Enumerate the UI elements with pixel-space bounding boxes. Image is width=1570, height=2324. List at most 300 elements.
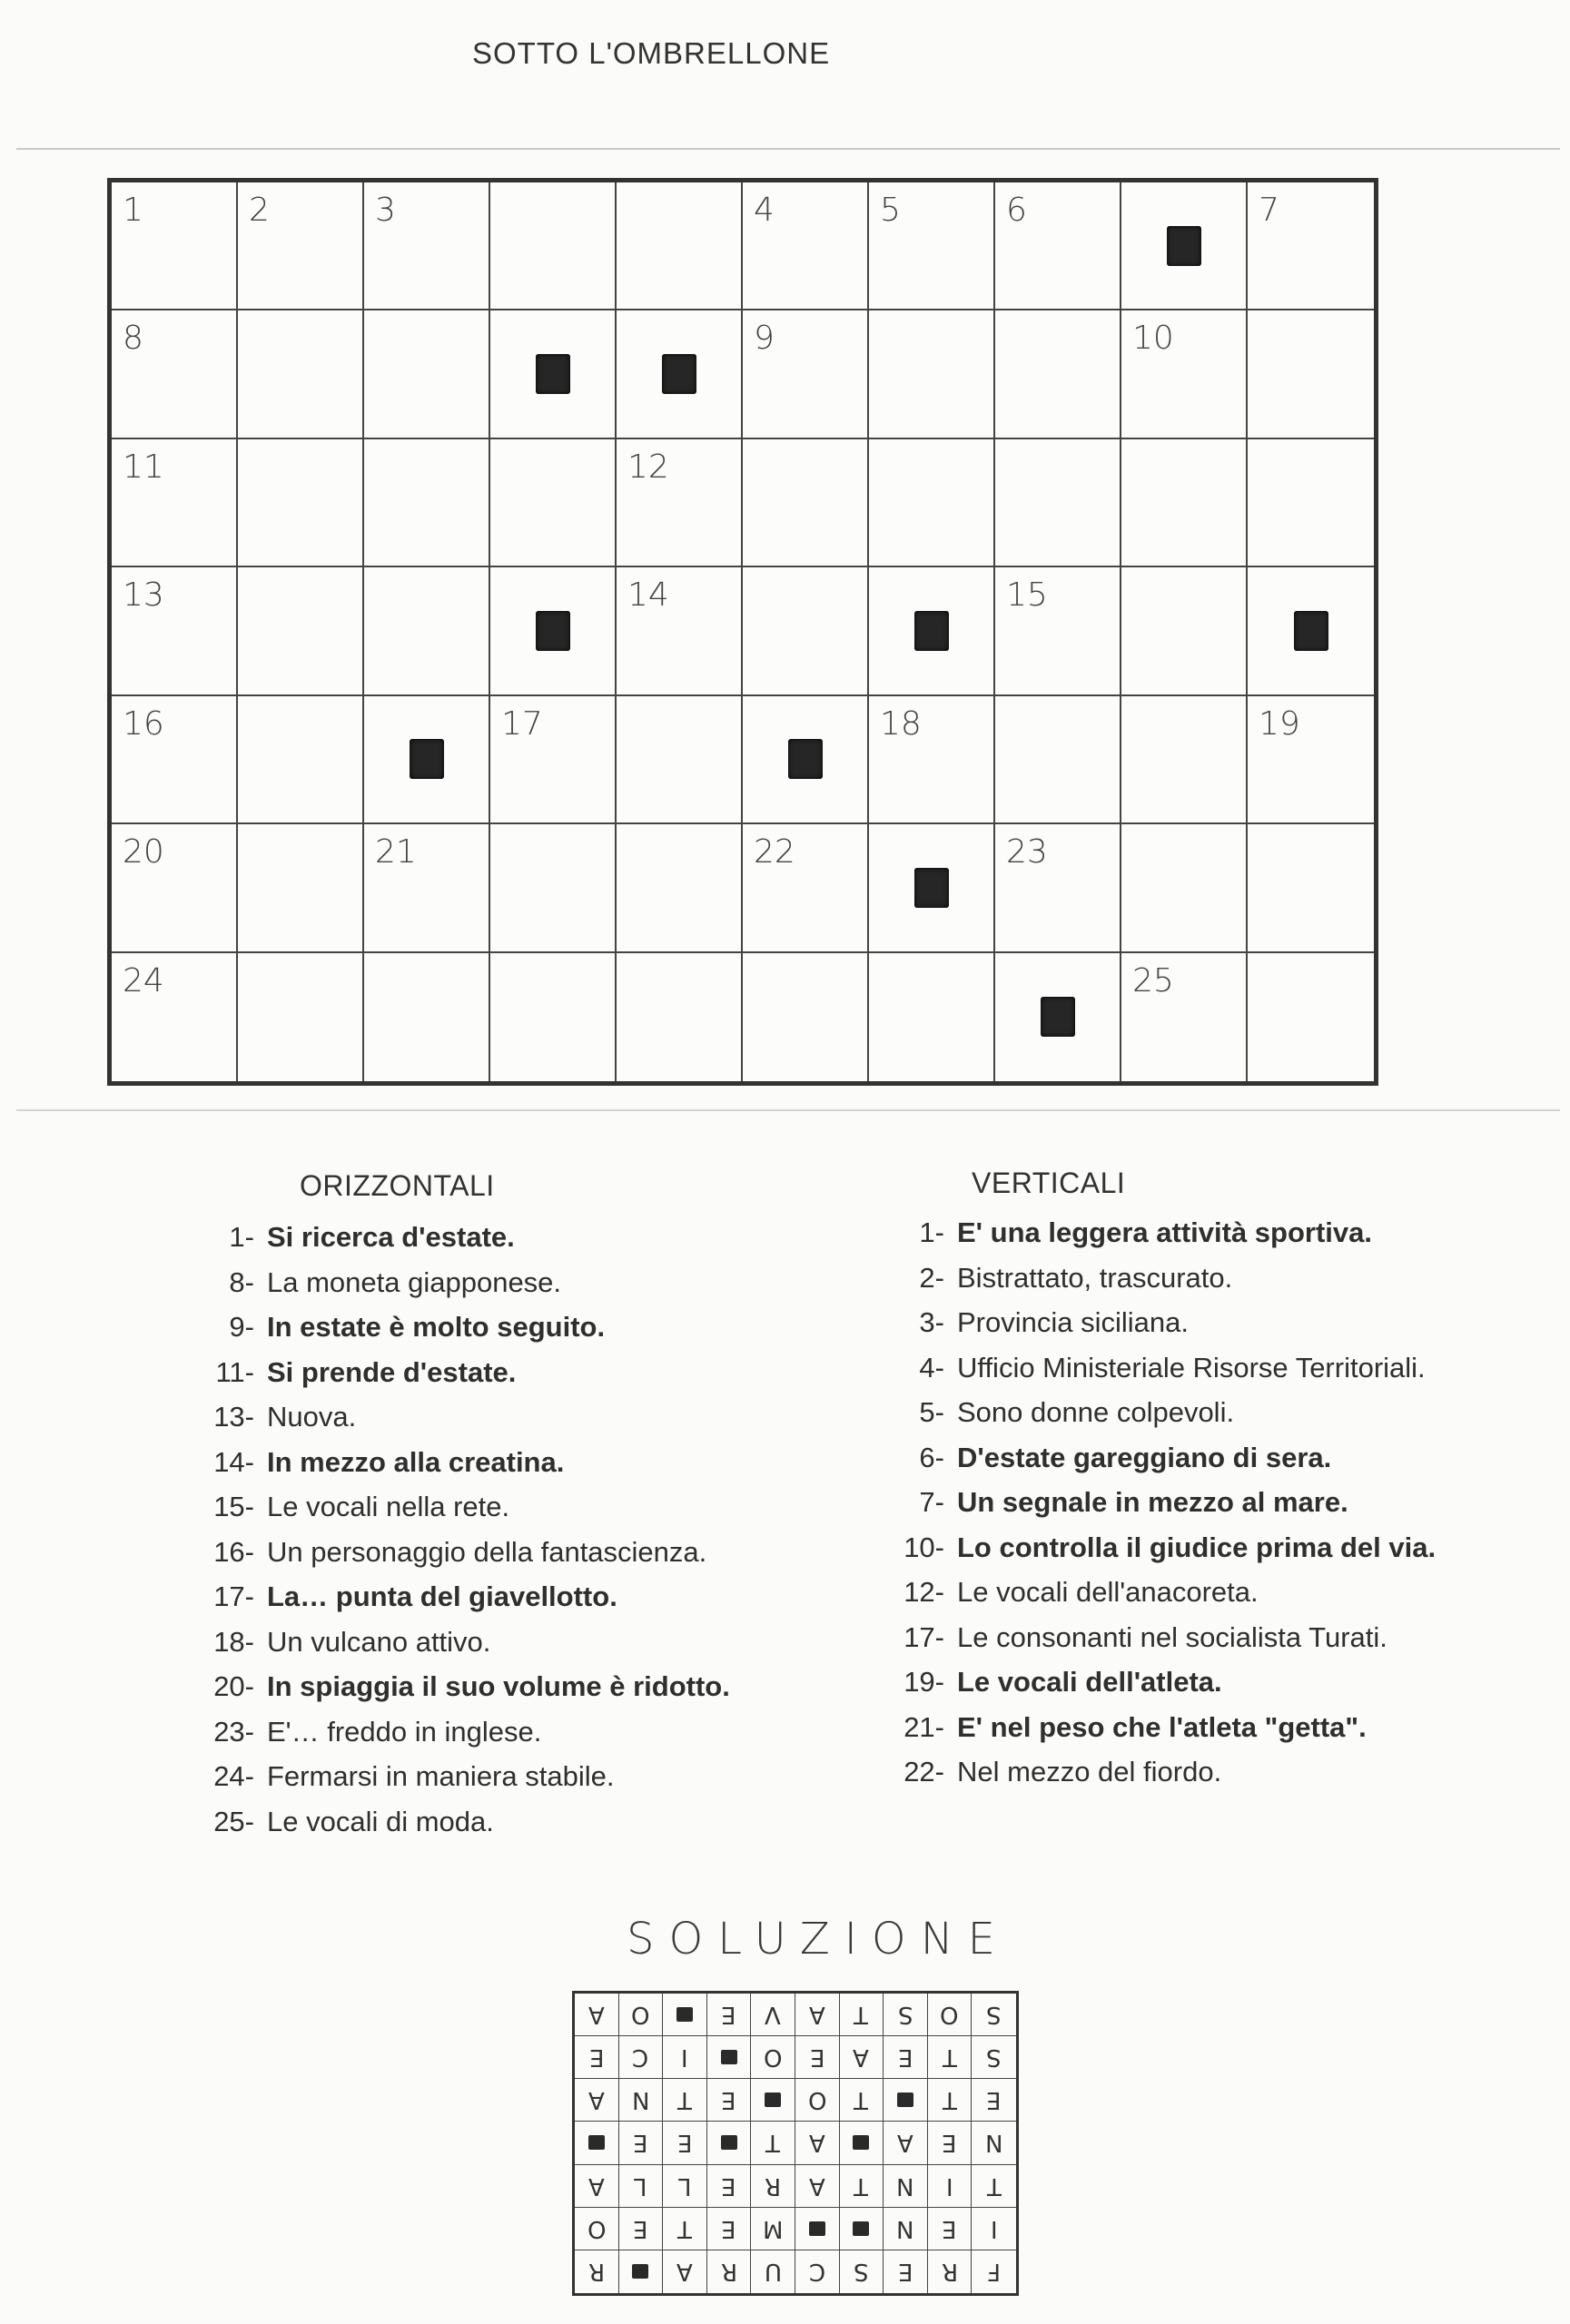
crossword-cell xyxy=(617,567,743,695)
clue-text: E'… freddo in inglese. xyxy=(267,1715,542,1748)
crossword-cell xyxy=(112,310,238,438)
solution-letter: A xyxy=(588,2086,605,2114)
solution-letter: A xyxy=(808,2129,825,2157)
crossword-cell xyxy=(1121,824,1248,952)
solution-letter: E xyxy=(633,2129,648,2157)
solution-cell xyxy=(575,2250,619,2293)
solution-letter: E xyxy=(588,2043,605,2072)
solution-letter: U xyxy=(764,2258,782,2286)
cell-number: 11 xyxy=(123,448,164,486)
clue-text: Si prende d'estate. xyxy=(267,1355,517,1388)
clue-text: In mezzo alla creatina. xyxy=(267,1445,565,1478)
verticali-clue xyxy=(863,1480,1553,1525)
solution-black-square xyxy=(765,2093,781,2107)
solution-cell xyxy=(663,2122,707,2164)
solution-cell xyxy=(751,2165,795,2208)
solution-letter: A xyxy=(853,2043,870,2072)
crossword-cell xyxy=(1121,310,1248,438)
verticali-clue xyxy=(863,1525,1553,1571)
solution-letter: S xyxy=(854,2258,869,2286)
cell-number: 9 xyxy=(754,320,775,358)
crossword-cell xyxy=(1121,439,1248,567)
clue-text: Bistrattato, trascurato. xyxy=(957,1261,1233,1294)
black-square xyxy=(914,611,949,651)
solution-letter: E xyxy=(897,2258,913,2286)
crossword-cell xyxy=(995,824,1121,952)
solution-letter: A xyxy=(808,2001,825,2029)
solution-letter: N xyxy=(896,2171,914,2200)
clue-text: Le vocali di moda. xyxy=(267,1805,494,1837)
crossword-cell xyxy=(238,310,364,438)
crossword-cell xyxy=(995,696,1121,824)
orizzontali-clue xyxy=(173,1530,863,1575)
solution-cell xyxy=(884,2122,928,2164)
solution-letter: A xyxy=(588,2001,605,2029)
solution-letter: M xyxy=(762,2214,784,2242)
clue-number: 13- xyxy=(213,1401,254,1433)
verticali-clue xyxy=(863,1615,1553,1660)
crossword-cell xyxy=(364,953,490,1081)
verticali-clue-list xyxy=(863,1210,1553,1795)
crossword-cell xyxy=(743,824,869,952)
orizzontali-clue xyxy=(173,1574,863,1620)
crossword-cell xyxy=(1248,824,1374,952)
black-square xyxy=(1294,611,1328,651)
crossword-cell xyxy=(238,182,364,310)
solution-black-square xyxy=(897,2093,913,2107)
solution-cell xyxy=(840,2079,884,2122)
solution-letter: E xyxy=(721,2171,736,2200)
solution-cell xyxy=(972,2250,1016,2293)
solution-letter: O xyxy=(807,2086,827,2114)
orizzontali-heading: ORIZZONTALI xyxy=(300,1169,495,1202)
solution-cell xyxy=(840,2036,884,2079)
clue-text: Provincia siciliana. xyxy=(957,1306,1189,1338)
clue-number: 6- xyxy=(919,1441,944,1473)
solution-cell xyxy=(707,2036,752,2079)
clue-number: 9- xyxy=(229,1311,254,1343)
cell-number: 16 xyxy=(123,704,164,743)
solution-letter: O xyxy=(940,2001,959,2029)
solution-black-square xyxy=(853,2221,869,2236)
cell-number: 17 xyxy=(501,704,543,743)
solution-cell xyxy=(751,2250,795,2293)
solution-cell xyxy=(619,1994,664,2036)
orizzontali-clue xyxy=(173,1484,863,1530)
orizzontali-clue xyxy=(173,1754,863,1799)
solution-cell xyxy=(707,2079,752,2122)
clue-text: Fermarsi in maniera stabile. xyxy=(267,1760,615,1792)
solution-cell xyxy=(884,2250,928,2293)
solution-cell xyxy=(663,2250,707,2293)
clue-number: 16- xyxy=(213,1535,254,1568)
solution-cell xyxy=(928,2250,973,2293)
cell-number: 15 xyxy=(1006,576,1048,615)
verticali-clue xyxy=(863,1435,1553,1481)
solution-cell xyxy=(795,2165,840,2208)
solution-cell xyxy=(707,2122,752,2164)
crossword-cell xyxy=(238,696,364,824)
black-square xyxy=(914,868,949,908)
crossword-cell xyxy=(869,567,995,695)
black-square xyxy=(410,739,444,779)
clue-number: 1- xyxy=(919,1216,944,1248)
solution-letter: T xyxy=(942,2086,957,2114)
solution-letter: T xyxy=(854,2001,869,2029)
crossword-cell xyxy=(364,182,490,310)
clue-number: 15- xyxy=(213,1491,254,1522)
solution-cell xyxy=(663,2079,707,2122)
crossword-cell xyxy=(617,953,743,1081)
solution-letter: T xyxy=(677,2086,692,2114)
solution-letter: L xyxy=(677,2171,692,2200)
solution-cell xyxy=(928,2208,973,2250)
clue-text: Le vocali dell'anacoreta. xyxy=(957,1576,1259,1608)
solution-black-square xyxy=(809,2221,825,2236)
solution-cell xyxy=(575,2079,619,2122)
solution-letter: A xyxy=(808,2171,825,2200)
solution-cell xyxy=(928,2165,973,2208)
solution-letter: L xyxy=(634,2171,647,2200)
solution-cell xyxy=(928,2122,973,2164)
solution-black-square xyxy=(721,2050,737,2064)
solution-letter: F xyxy=(987,2258,1002,2286)
crossword-cell xyxy=(490,439,617,567)
crossword-cell xyxy=(1248,182,1374,310)
crossword-cell xyxy=(112,824,238,952)
orizzontali-clue xyxy=(173,1350,863,1395)
orizzontali-clue xyxy=(173,1215,863,1260)
cell-number: 10 xyxy=(1132,320,1174,358)
crossword-cell xyxy=(364,310,490,438)
crossword-cell xyxy=(1248,310,1374,438)
cell-number: 24 xyxy=(123,961,164,1000)
solution-cell xyxy=(795,2208,840,2250)
solution-cell xyxy=(795,2250,840,2293)
solution-letter: R xyxy=(941,2258,958,2286)
top-divider xyxy=(16,148,1560,150)
clue-text: Un personaggio della fantascienza. xyxy=(267,1535,707,1568)
orizzontali-clue-list xyxy=(173,1215,863,1844)
solution-letter: E xyxy=(721,2001,736,2029)
clue-text: Un segnale in mezzo al mare. xyxy=(957,1486,1348,1518)
clue-number: 14- xyxy=(213,1445,254,1478)
cell-number: 5 xyxy=(880,192,901,229)
solution-cell xyxy=(663,1994,707,2036)
solution-letter: O xyxy=(631,2001,650,2029)
clue-text: La… punta del giavellotto. xyxy=(267,1581,617,1612)
clue-number: 22- xyxy=(903,1756,944,1787)
solution-cell xyxy=(840,2165,884,2208)
crossword-cell xyxy=(1121,953,1248,1081)
solution-cell xyxy=(972,2208,1016,2250)
clue-number: 5- xyxy=(919,1396,944,1428)
black-square xyxy=(662,354,696,394)
solution-cell xyxy=(619,2250,664,2293)
cell-number: 25 xyxy=(1132,961,1174,1000)
orizzontali-clue xyxy=(173,1664,863,1709)
crossword-cell xyxy=(869,310,995,438)
solution-cell xyxy=(795,1994,840,2036)
solution-cell xyxy=(884,1994,928,2036)
orizzontali-clue xyxy=(173,1305,863,1350)
clue-text: E' una leggera attività sportiva. xyxy=(957,1216,1373,1248)
cell-number: 20 xyxy=(123,833,164,872)
clue-number: 20- xyxy=(213,1670,254,1702)
solution-cell xyxy=(575,2036,619,2079)
verticali-clue xyxy=(863,1705,1553,1750)
crossword-cell xyxy=(869,182,995,310)
clue-text: Un vulcano attivo. xyxy=(267,1625,491,1658)
crossword-cell xyxy=(490,182,617,310)
solution-cell xyxy=(884,2036,928,2079)
solution-cell xyxy=(928,2079,973,2122)
cell-number: 7 xyxy=(1259,192,1279,229)
solution-letter: V xyxy=(765,2001,782,2029)
solution-cell xyxy=(840,1994,884,2036)
solution-cell xyxy=(751,1994,795,2036)
clue-number: 18- xyxy=(213,1625,254,1658)
page-title: SOTTO L'OMBRELLONE xyxy=(472,36,831,70)
crossword-cell xyxy=(1121,696,1248,824)
black-square xyxy=(536,611,570,651)
crossword-cell xyxy=(238,439,364,567)
crossword-grid xyxy=(107,178,1378,1086)
orizzontali-clue xyxy=(173,1620,863,1665)
cell-number: 3 xyxy=(375,192,396,229)
clue-number: 4- xyxy=(919,1351,944,1384)
crossword-cell xyxy=(490,953,617,1081)
verticali-clue xyxy=(863,1300,1553,1345)
crossword-cell xyxy=(112,439,238,567)
clue-number: 17- xyxy=(903,1620,944,1653)
cell-number: 23 xyxy=(1006,833,1048,872)
solution-cell xyxy=(972,2122,1016,2164)
solution-letter: E xyxy=(676,2129,693,2157)
solution-letter: O xyxy=(587,2214,607,2242)
solution-cell xyxy=(575,2122,619,2164)
solution-cell xyxy=(619,2036,664,2079)
solution-cell xyxy=(972,2036,1016,2079)
black-square xyxy=(1167,226,1201,266)
crossword-cell xyxy=(617,696,743,824)
clue-number: 24- xyxy=(213,1760,254,1792)
crossword-cell xyxy=(617,182,743,310)
solution-cell xyxy=(707,2165,752,2208)
clue-text: La moneta giapponese. xyxy=(267,1265,562,1298)
crossword-cell xyxy=(490,567,617,695)
solution-letter: A xyxy=(897,2129,913,2157)
crossword-cell xyxy=(743,182,869,310)
solution-cell xyxy=(751,2122,795,2164)
cell-number: 6 xyxy=(1006,192,1027,229)
crossword-cell xyxy=(364,567,490,695)
solution-letter: I xyxy=(945,2171,953,2200)
solution-letter: R xyxy=(765,2171,782,2200)
solution-cell xyxy=(751,2036,795,2079)
solution-cell xyxy=(751,2208,795,2250)
crossword-cell xyxy=(743,567,869,695)
clue-text: Le consonanti nel socialista Turati. xyxy=(957,1620,1387,1653)
orizzontali-clue xyxy=(173,1440,863,1485)
solution-cell xyxy=(928,1994,973,2036)
crossword-cell xyxy=(364,439,490,567)
crossword-cell xyxy=(869,439,995,567)
orizzontali-clue xyxy=(173,1709,863,1755)
solution-cell xyxy=(575,2165,619,2208)
clue-text: In estate è molto seguito. xyxy=(267,1311,606,1343)
crossword-cell xyxy=(617,824,743,952)
cell-number: 4 xyxy=(754,192,775,229)
solution-cell xyxy=(707,2250,752,2293)
crossword-cell xyxy=(1248,953,1374,1081)
cell-number: 1 xyxy=(123,192,143,229)
clue-number: 3- xyxy=(919,1306,944,1338)
clue-text: Si ricerca d'estate. xyxy=(267,1221,515,1253)
solution-letter: O xyxy=(763,2043,783,2072)
cell-number: 14 xyxy=(627,576,669,615)
crossword-cell xyxy=(112,696,238,824)
solution-cell xyxy=(972,1994,1016,2036)
solution-letter: S xyxy=(986,2043,1002,2072)
solution-cell xyxy=(795,2122,840,2164)
solution-letter: T xyxy=(942,2043,957,2072)
crossword-cell xyxy=(1248,439,1374,567)
solution-letter: T xyxy=(765,2129,781,2157)
solution-black-square xyxy=(588,2135,605,2150)
solution-cell xyxy=(619,2122,664,2164)
crossword-cell xyxy=(238,953,364,1081)
crossword-cell xyxy=(112,567,238,695)
solution-letter: E xyxy=(809,2043,824,2072)
solution-letter: E xyxy=(721,2086,736,2114)
solution-cell xyxy=(575,1994,619,2036)
solution-cell xyxy=(884,2208,928,2250)
clue-text: Nuova. xyxy=(267,1401,357,1433)
crossword-cell xyxy=(112,182,238,310)
clue-number: 17- xyxy=(213,1581,254,1612)
solution-letter: A xyxy=(676,2258,693,2286)
solution-cell xyxy=(840,2208,884,2250)
crossword-cell xyxy=(617,439,743,567)
crossword-cell xyxy=(364,824,490,952)
solution-cell xyxy=(751,2079,795,2122)
clue-text: Ufficio Ministeriale Risorse Territoriali. xyxy=(957,1351,1426,1384)
solution-letter: T xyxy=(854,2086,869,2114)
crossword-cell xyxy=(995,182,1121,310)
orizzontali-clue xyxy=(173,1394,863,1440)
verticali-clue xyxy=(863,1659,1553,1705)
black-square xyxy=(788,739,823,779)
solution-letter: R xyxy=(720,2258,737,2286)
clue-number: 7- xyxy=(919,1486,944,1518)
solution-letter: E xyxy=(986,2086,1002,2114)
solution-cell xyxy=(619,2079,664,2122)
solution-cell xyxy=(663,2165,707,2208)
solution-cell xyxy=(575,2208,619,2250)
crossword-cell xyxy=(995,567,1121,695)
solution-letter: S xyxy=(897,2001,913,2029)
clue-number: 19- xyxy=(903,1666,944,1698)
verticali-clue xyxy=(863,1210,1553,1256)
solution-cell xyxy=(972,2079,1016,2122)
crossword-cell xyxy=(1121,567,1248,695)
solution-cell xyxy=(619,2165,664,2208)
solution-letter: E xyxy=(897,2043,913,2072)
crossword-cell xyxy=(743,953,869,1081)
crossword-cell xyxy=(490,310,617,438)
crossword-cell xyxy=(617,310,743,438)
crossword-cell xyxy=(364,696,490,824)
clue-number: 2- xyxy=(919,1261,944,1294)
clue-number: 12- xyxy=(903,1576,944,1608)
cell-number: 13 xyxy=(123,576,164,615)
crossword-cell xyxy=(743,439,869,567)
solution-letter: N xyxy=(896,2214,914,2242)
middle-divider xyxy=(16,1109,1560,1111)
solution-title: SOLUZIONE xyxy=(627,1914,1010,1965)
clue-text: Nel mezzo del fiordo. xyxy=(957,1756,1222,1787)
crossword-cell xyxy=(238,824,364,952)
crossword-cell xyxy=(743,696,869,824)
solution-cell xyxy=(663,2036,707,2079)
solution-black-square xyxy=(632,2264,648,2279)
solution-letter: E xyxy=(633,2214,648,2242)
solution-letter: E xyxy=(942,2214,957,2242)
crossword-cell xyxy=(995,953,1121,1081)
crossword-cell xyxy=(490,824,617,952)
cell-number: 21 xyxy=(375,833,417,872)
solution-letter: I xyxy=(990,2214,998,2242)
clue-number: 21- xyxy=(903,1710,944,1743)
crossword-cell xyxy=(1121,182,1248,310)
solution-cell xyxy=(884,2079,928,2122)
crossword-cell xyxy=(995,439,1121,567)
solution-letter: N xyxy=(984,2129,1003,2157)
clue-text: Le vocali nella rete. xyxy=(267,1491,510,1522)
solution-letter: E xyxy=(942,2129,957,2157)
clue-text: In spiaggia il suo volume è ridotto. xyxy=(267,1670,730,1702)
clue-number: 23- xyxy=(213,1715,254,1748)
solution-letter: T xyxy=(677,2214,692,2242)
solution-letter: T xyxy=(854,2171,869,2200)
verticali-clue xyxy=(863,1570,1553,1615)
crossword-cell xyxy=(238,567,364,695)
cell-number: 2 xyxy=(249,192,270,229)
verticali-heading: VERTICALI xyxy=(972,1167,1126,1199)
orizzontali-clue xyxy=(173,1260,863,1305)
crossword-cell xyxy=(995,310,1121,438)
cell-number: 12 xyxy=(627,448,669,486)
solution-cell xyxy=(884,2165,928,2208)
solution-letter: C xyxy=(808,2258,825,2286)
solution-cell xyxy=(707,1994,752,2036)
black-square xyxy=(536,354,570,394)
solution-black-square xyxy=(676,2007,693,2022)
solution-cell xyxy=(840,2250,884,2293)
solution-cell xyxy=(663,2208,707,2250)
verticali-clue xyxy=(863,1749,1553,1795)
clue-number: 10- xyxy=(903,1531,944,1563)
clue-text: Lo controlla il giudice prima del via. xyxy=(957,1531,1437,1563)
cell-number: 22 xyxy=(754,833,795,872)
crossword-cell xyxy=(1248,567,1374,695)
clue-text: Le vocali dell'atleta. xyxy=(957,1666,1222,1698)
verticali-clue xyxy=(863,1256,1553,1301)
solution-cell xyxy=(795,2036,840,2079)
cell-number: 19 xyxy=(1259,704,1300,743)
orizzontali-clue xyxy=(173,1799,863,1845)
